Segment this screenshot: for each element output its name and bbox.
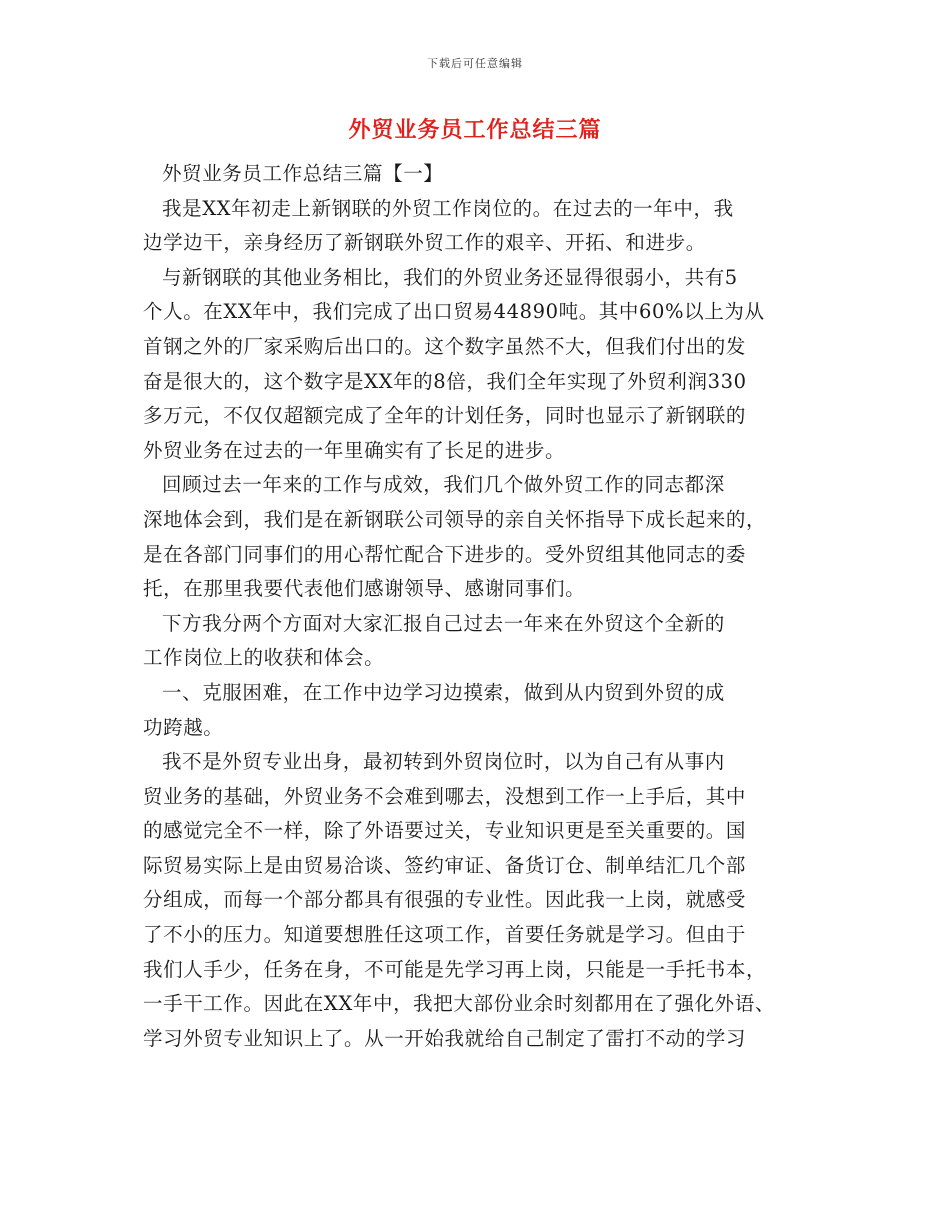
body-line: 我不是外贸专业出身，最初转到外贸岗位时，以为自己有从事内 [162, 750, 725, 774]
body-line: 多万元，不仅仅超额完成了全年的计划任务，同时也显示了新钢联的 [143, 404, 747, 428]
body-line: 回顾过去一年来的工作与成效，我们几个做外贸工作的同志都深 [162, 473, 725, 497]
body-line: 分组成，而每一个部分都具有很强的专业性。因此我一上岗，就感受 [143, 888, 747, 912]
body-line: 工作岗位上的收获和体会。 [143, 646, 385, 670]
document-body [143, 157, 813, 1056]
body-line: 一、克服困难，在工作中边学习边摸索，做到从内贸到外贸的成 [162, 680, 725, 704]
body-line: 的感觉完全不一样，除了外语要过关，专业知识更是至关重要的。国 [143, 819, 747, 843]
body-line: 托，在那里我要代表他们感谢领导、感谢同事们。 [143, 577, 586, 601]
body-line: 际贸易实际上是由贸易洽谈、签约审证、备货订仓、制单结汇几个部 [143, 853, 747, 877]
document-title: 外贸业务员工作总结三篇 [348, 117, 602, 143]
body-line: 功跨越。 [143, 715, 224, 739]
body-line: 是在各部门同事们的用心帮忙配合下进步的。受外贸组其他同志的委 [143, 542, 747, 566]
body-line: 了不小的压力。知道要想胜任这项工作，首要任务就是学习。但由于 [143, 923, 747, 947]
body-line: 与新钢联的其他业务相比，我们的外贸业务还显得很弱小，共有5 [162, 265, 738, 289]
page-header-note: 下载后可任意编辑 [427, 57, 523, 70]
body-line: 个人。在XX年中，我们完成了出口贸易44890吨。其中60%以上为从 [143, 300, 765, 324]
body-line: 下方我分两个方面对大家汇报自己过去一年来在外贸这个全新的 [162, 611, 725, 635]
body-line: 奋是很大的，这个数字是XX年的8倍，我们全年实现了外贸利润330 [143, 369, 747, 393]
body-line: 深地体会到，我们是在新钢联公司领导的亲自关怀指导下成长起来的， [143, 507, 767, 531]
body-line: 外贸业务在过去的一年里确实有了长足的进步。 [143, 438, 566, 462]
body-line: 一手干工作。因此在XX年中，我把大部份业余时刻都用在了强化外语、 [143, 992, 775, 1016]
body-line: 我们人手少，任务在身，不可能是先学习再上岗，只能是一手托书本， [143, 957, 767, 981]
body-line: 边学边干，亲身经历了新钢联外贸工作的艰辛、开拓、和进步。 [143, 231, 706, 255]
body-line: 外贸业务员工作总结三篇【一】 [162, 162, 444, 185]
body-line: 贸业务的基础，外贸业务不会难到哪去，没想到工作一上手后，其中 [143, 784, 747, 808]
body-line: 首钢之外的厂家采购后出口的。这个数字虽然不大，但我们付出的发 [143, 334, 747, 358]
body-line: 我是XX年初走上新钢联的外贸工作岗位的。在过去的一年中，我 [162, 196, 734, 220]
body-line: 学习外贸专业知识上了。从一开始我就给自己制定了雷打不动的学习 [143, 1026, 747, 1050]
